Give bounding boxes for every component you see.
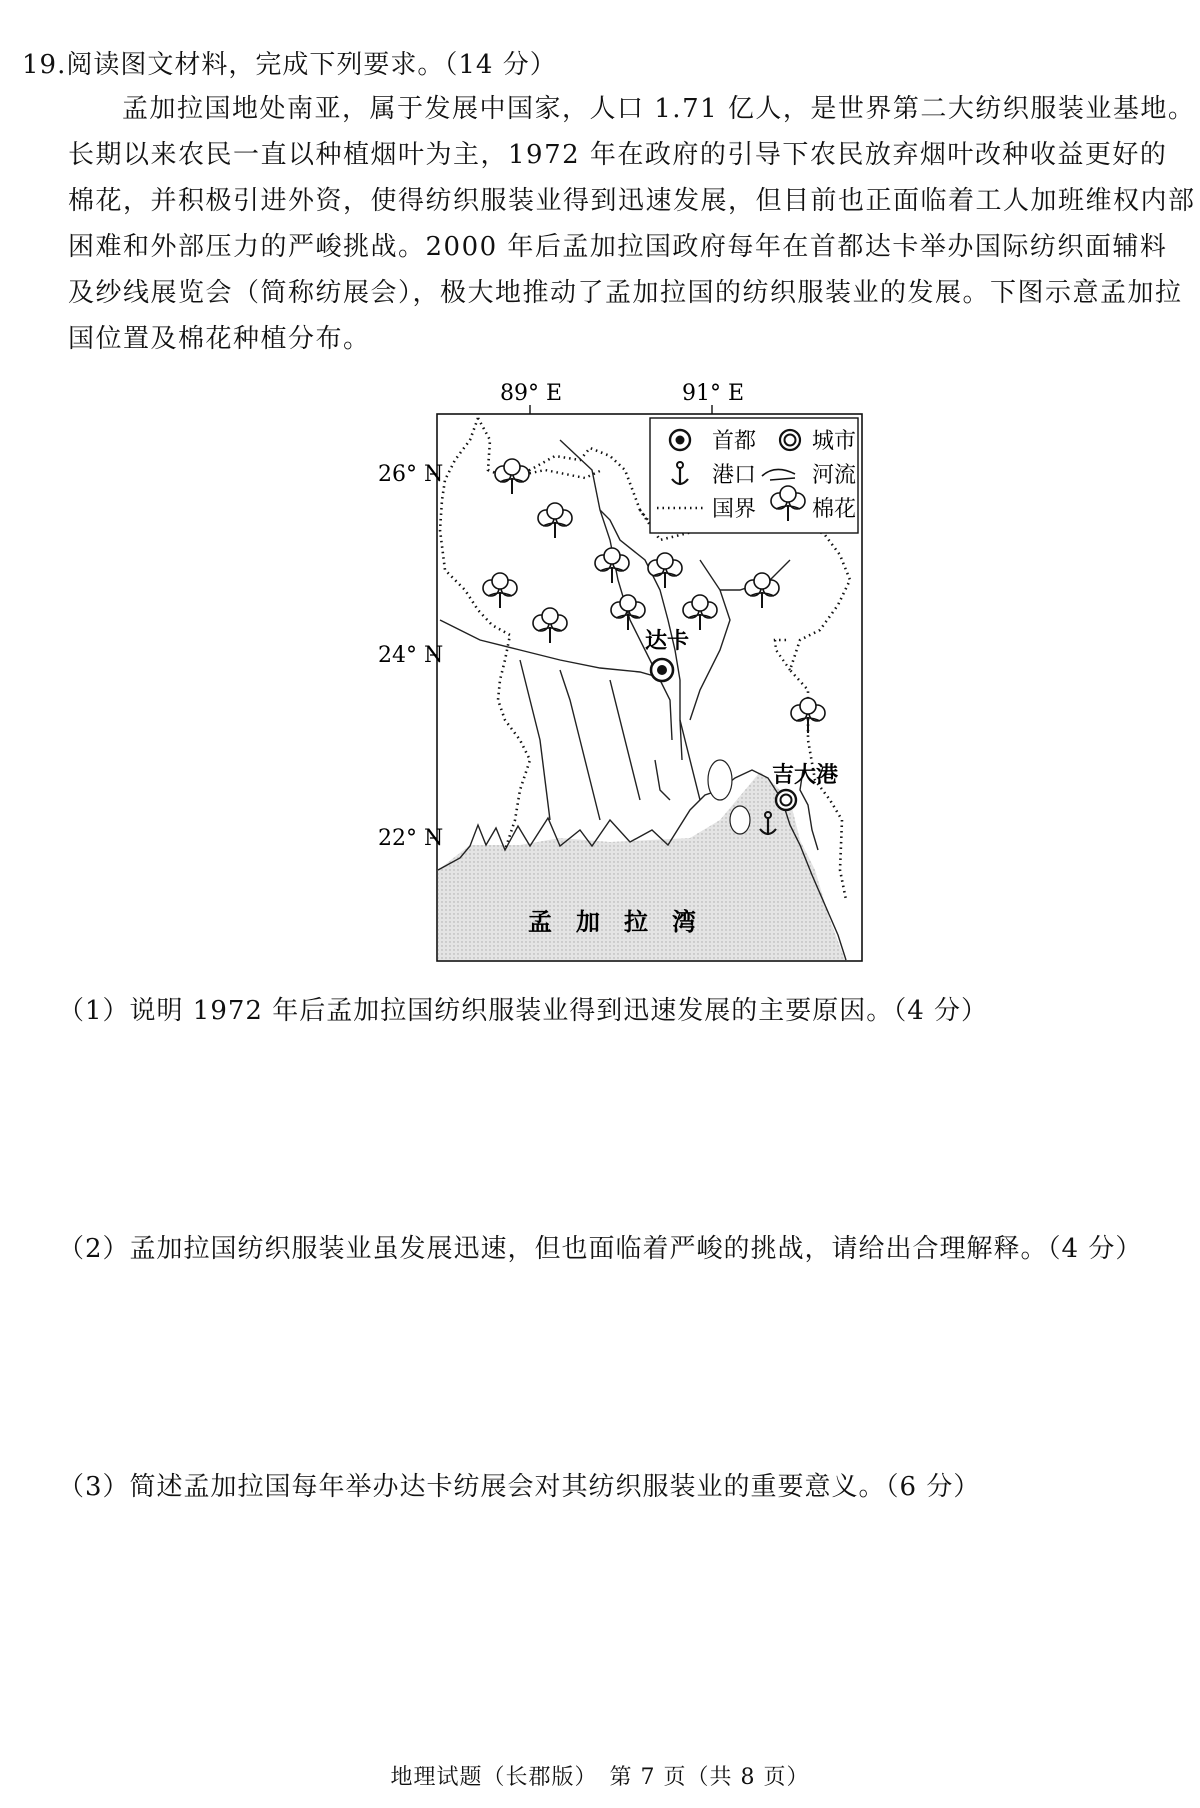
legend-capital-icon	[670, 430, 690, 450]
legend-city-icon	[780, 430, 800, 450]
paragraph-line: 棉花，并积极引进外资，使得纺织服装业得到迅速发展，但目前也正面临着工人加班维权内部	[68, 186, 1196, 216]
paragraph-line: 困难和外部压力的严峻挑战。2000 年后孟加拉国政府每年在首都达卡举办国际纺织面辅料	[68, 232, 1168, 262]
legend-border-label: 国界	[712, 497, 757, 522]
legend-port-label: 港口	[712, 463, 757, 488]
chittagong-city-icon	[776, 790, 796, 810]
sub-question-2: （2）孟加拉国纺织服装业虽发展迅速，但也面临着严峻的挑战，请给出合理解释。（4 分）	[58, 1234, 1143, 1264]
island	[708, 760, 732, 800]
dhaka-capital-icon	[651, 659, 673, 681]
island	[730, 806, 750, 834]
page-footer: 地理试题（长郡版） 第 7 页（共 8 页）	[390, 1765, 810, 1790]
legend-city-label: 城市	[812, 429, 857, 454]
paragraph-line: 及纱线展览会（简称纺展会），极大地推动了孟加拉国的纺织服装业的发展。下图示意孟加拉	[68, 278, 1183, 308]
lat-label-24: 24° N	[378, 643, 444, 668]
lon-label-89: 89° E	[500, 381, 563, 406]
lon-label-91: 91° E	[682, 381, 745, 406]
lat-label-22: 22° N	[378, 826, 444, 851]
sub-question-1: （1）说明 1972 年后孟加拉国纺织服装业得到迅速发展的主要原因。（4 分）	[58, 996, 989, 1026]
paragraph-line: 孟加拉国地处南亚，属于发展中国家，人口 1.71 亿人，是世界第二大纺织服装业基地。	[122, 94, 1196, 124]
legend-cotton-label: 棉花	[812, 497, 857, 522]
lat-label-26: 26° N	[378, 462, 444, 487]
legend-capital-label: 首都	[712, 429, 757, 454]
legend-river-label: 河流	[812, 463, 857, 488]
paragraph-line: 国位置及棉花种植分布。	[68, 324, 371, 354]
question-title: 19.阅读图文材料，完成下列要求。（14 分）	[22, 50, 557, 80]
chittagong-label: 吉大港	[772, 762, 839, 788]
sub-question-3: （3）简述孟加拉国每年举办达卡纺展会对其纺织服装业的重要意义。（6 分）	[58, 1472, 981, 1502]
bay-label: 孟 加 拉 湾	[528, 907, 696, 936]
paragraph-line: 长期以来农民一直以种植烟叶为主，1972 年在政府的引导下农民放弃烟叶改种收益更好的	[68, 140, 1168, 170]
dhaka-label: 达卡	[645, 628, 690, 654]
